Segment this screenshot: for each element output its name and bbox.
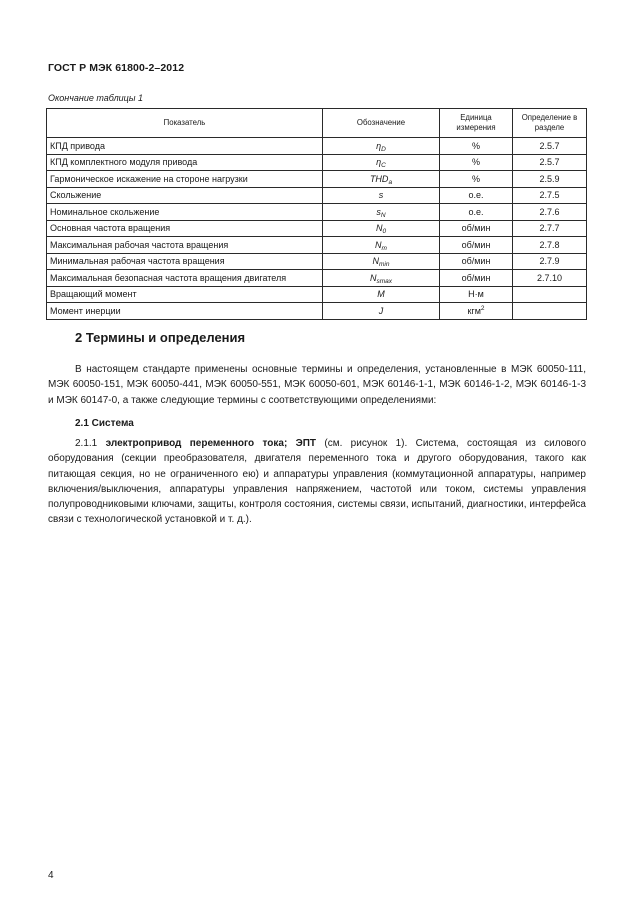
column-header-definition-ref: Определение в разделе: [513, 109, 587, 138]
parameter-name-cell: Скольжение: [47, 187, 323, 204]
unit-text: %: [471, 173, 480, 184]
clause-term: электропривод переменного тока; ЭПТ: [105, 438, 317, 449]
table-row: [47, 138, 587, 155]
parameter-name-cell: Максимальная безопасная частота вращения двигателя: [47, 270, 323, 287]
symbol-cell: [323, 154, 440, 171]
column-header-symbol: Обозначение: [323, 109, 440, 138]
unit-cell: [440, 138, 513, 155]
unit-cell: [440, 204, 513, 221]
table-row: [47, 204, 587, 221]
unit-cell: [440, 154, 513, 171]
table-header-row: [47, 109, 587, 138]
definition-ref-cell: 2.7.10: [513, 270, 587, 287]
symbol-main: N: [369, 272, 377, 283]
symbol-subscript: a: [388, 178, 393, 186]
unit-text: Н·м: [468, 289, 484, 300]
definition-ref-cell: 2.7.9: [513, 253, 587, 270]
symbol-cell: [323, 220, 440, 237]
symbol-cell: [323, 253, 440, 270]
table-row: [47, 171, 587, 188]
symbol-main: N: [372, 256, 379, 267]
symbol-main: J: [378, 305, 384, 316]
unit-cell: [440, 220, 513, 237]
page-number: 4: [48, 870, 54, 881]
definition-ref-cell: [513, 303, 587, 320]
table-row: [47, 270, 587, 287]
table-row: [47, 303, 587, 320]
clause-number: 2.1.1: [75, 438, 98, 449]
symbol-subscript: 0: [382, 228, 387, 236]
table-row: [47, 154, 587, 171]
unit-cell: [440, 270, 513, 287]
symbol-subscript: N: [380, 211, 386, 219]
symbol-main: THD: [369, 173, 389, 184]
column-header-parameter: Показатель: [47, 109, 323, 138]
parameters-table: [46, 108, 587, 320]
symbol-subscript: C: [381, 162, 386, 170]
table-row: [47, 286, 587, 303]
symbol-subscript: smax: [376, 277, 393, 285]
unit-superscript: 2: [480, 304, 485, 312]
parameter-name-cell: Момент инерции: [47, 303, 323, 320]
clause-text: (см. рисунок 1). Система, состоящая из силового оборудования (секции преобразователя, двигателя переменного тока и другого оборудования, такого как питающая секция, но не ограниченного ею) и аппаратуры управления (коммутационной аппаратуры, например включения/выключения, аппаратуры управления напряжением, частотой или током, системы управления полупроводниковыми ключами, защиты, контроля состояния, системы связи, испытаний, диагностики, интерфейса связи с технологической установкой и т. д.).: [48, 438, 587, 526]
parameter-name-cell: КПД комплектного модуля привода: [47, 154, 323, 171]
column-header-unit: Единица измерения: [440, 109, 513, 138]
definition-ref-cell: 2.7.6: [513, 204, 587, 221]
clause-paragraph: [48, 436, 586, 528]
table-row: [47, 237, 587, 254]
parameter-name-cell: Минимальная рабочая частота вращения: [47, 253, 323, 270]
definition-ref-cell: 2.5.9: [513, 171, 587, 188]
definition-ref-cell: 2.5.7: [513, 154, 587, 171]
parameter-name-cell: Максимальная рабочая частота вращения: [47, 237, 323, 254]
definition-ref-cell: 2.7.7: [513, 220, 587, 237]
symbol-subscript: D: [381, 145, 386, 153]
symbol-main: M: [377, 289, 385, 300]
unit-text: %: [471, 140, 480, 151]
unit-cell: [440, 237, 513, 254]
section-title: 2 Термины и определения: [75, 330, 246, 345]
unit-text: об/мин: [461, 223, 491, 234]
unit-cell: [440, 286, 513, 303]
intro-paragraph: В настоящем стандарте применены основные термины и определения, установленные в МЭК 60050-111, МЭК 60050-151, МЭК 60050-441, МЭК 60050-551, МЭК 60050-601, МЭК 60146-1-1, МЭК 60146-1-2, МЭК 60146-1-3 и МЭК 60147-0, а также следующие термины с соответствующими определениями:: [48, 364, 586, 406]
unit-text: об/мин: [461, 256, 491, 267]
symbol-cell: [323, 237, 440, 254]
standard-header: ГОСТ Р МЭК 61800-2–2012: [48, 62, 185, 74]
table-row: [47, 220, 587, 237]
table-body: [47, 138, 587, 320]
symbol-cell: [323, 286, 440, 303]
unit-text: кгм: [467, 305, 481, 316]
table-row: [47, 253, 587, 270]
unit-text: о.е.: [468, 206, 484, 217]
symbol-main: η: [376, 157, 382, 168]
unit-text: об/мин: [461, 239, 491, 250]
table-caption: Окончание таблицы 1: [48, 93, 143, 103]
parameter-name-cell: Гармоническое искажение на стороне нагрузки: [47, 171, 323, 188]
symbol-cell: [323, 171, 440, 188]
parameter-name-cell: Номинальное скольжение: [47, 204, 323, 221]
subsection-title: 2.1 Система: [75, 418, 134, 429]
symbol-main: s: [378, 190, 384, 201]
symbol-main: η: [376, 140, 382, 151]
definition-ref-cell: 2.5.7: [513, 138, 587, 155]
unit-text: об/мин: [461, 272, 491, 283]
definition-ref-cell: 2.7.8: [513, 237, 587, 254]
unit-cell: [440, 187, 513, 204]
unit-cell: [440, 171, 513, 188]
symbol-main: s: [376, 206, 381, 217]
parameter-name-cell: Основная частота вращения: [47, 220, 323, 237]
unit-text: %: [471, 157, 480, 168]
symbol-cell: [323, 270, 440, 287]
unit-cell: [440, 253, 513, 270]
definition-ref-cell: [513, 286, 587, 303]
table-row: [47, 187, 587, 204]
symbol-cell: [323, 187, 440, 204]
symbol-subscript: m: [381, 244, 387, 252]
parameter-name-cell: Вращающий момент: [47, 286, 323, 303]
definition-ref-cell: 2.7.5: [513, 187, 587, 204]
unit-text: о.е.: [468, 190, 484, 201]
unit-cell: [440, 303, 513, 320]
symbol-subscript: min: [379, 261, 390, 269]
symbol-main: N: [375, 239, 382, 250]
symbol-cell: [323, 138, 440, 155]
parameter-name-cell: КПД привода: [47, 138, 323, 155]
symbol-cell: [323, 204, 440, 221]
symbol-cell: [323, 303, 440, 320]
symbol-main: N: [375, 223, 383, 234]
